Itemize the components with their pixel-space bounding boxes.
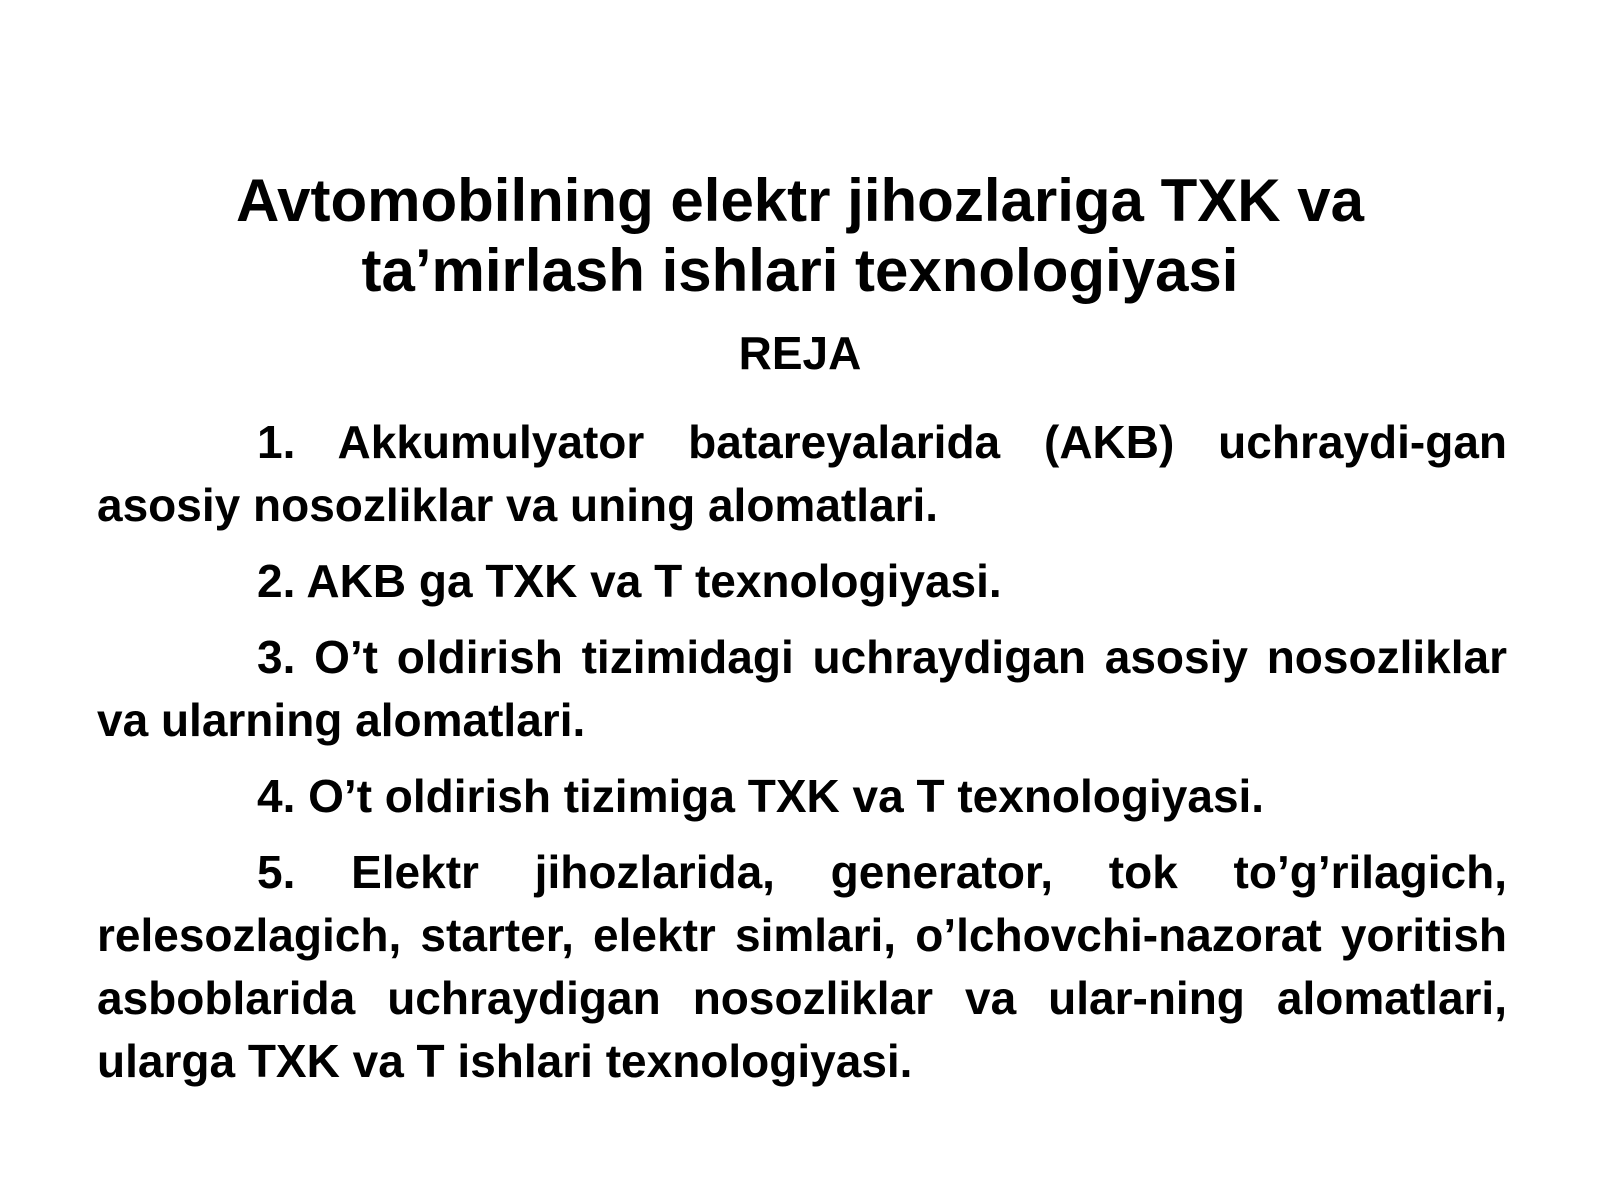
plan-item-1: 1. Akkumulyator batareyalarida (AKB) uchraydi-gan asosiy nosozliklar va uning alomatlari. bbox=[97, 416, 1507, 531]
plan-item-5: 5. Elektr jihozlarida, generator, tok to’g’rilagich, relesozlagich, starter, elektr simlari, o’lchovchi-nazorat yoritish asboblarida uchraydigan nosozliklar va ular-ning alomatlari, ularga TXK va T ishlari texnologiyasi. bbox=[97, 846, 1507, 1087]
slide-title-line-1: Avtomobilning elektr jihozlariga TXK va bbox=[236, 167, 1364, 234]
slide-title bbox=[0, 166, 1600, 306]
plan-item-3: 3. O’t oldirish tizimidagi uchraydigan asosiy nosozliklar va ularning alomatlari. bbox=[97, 631, 1507, 746]
plan-item-4: 4. O’t oldirish tizimiga TXK va T texnologiyasi. bbox=[257, 770, 1265, 822]
slide-title-line-2: ta’mirlash ishlari texnologiyasi bbox=[361, 237, 1239, 304]
plan-item-2: 2. AKB ga TXK va T texnologiyasi. bbox=[257, 555, 1002, 607]
plan-heading: REJA bbox=[738, 327, 862, 379]
plan-list bbox=[97, 411, 1507, 1106]
